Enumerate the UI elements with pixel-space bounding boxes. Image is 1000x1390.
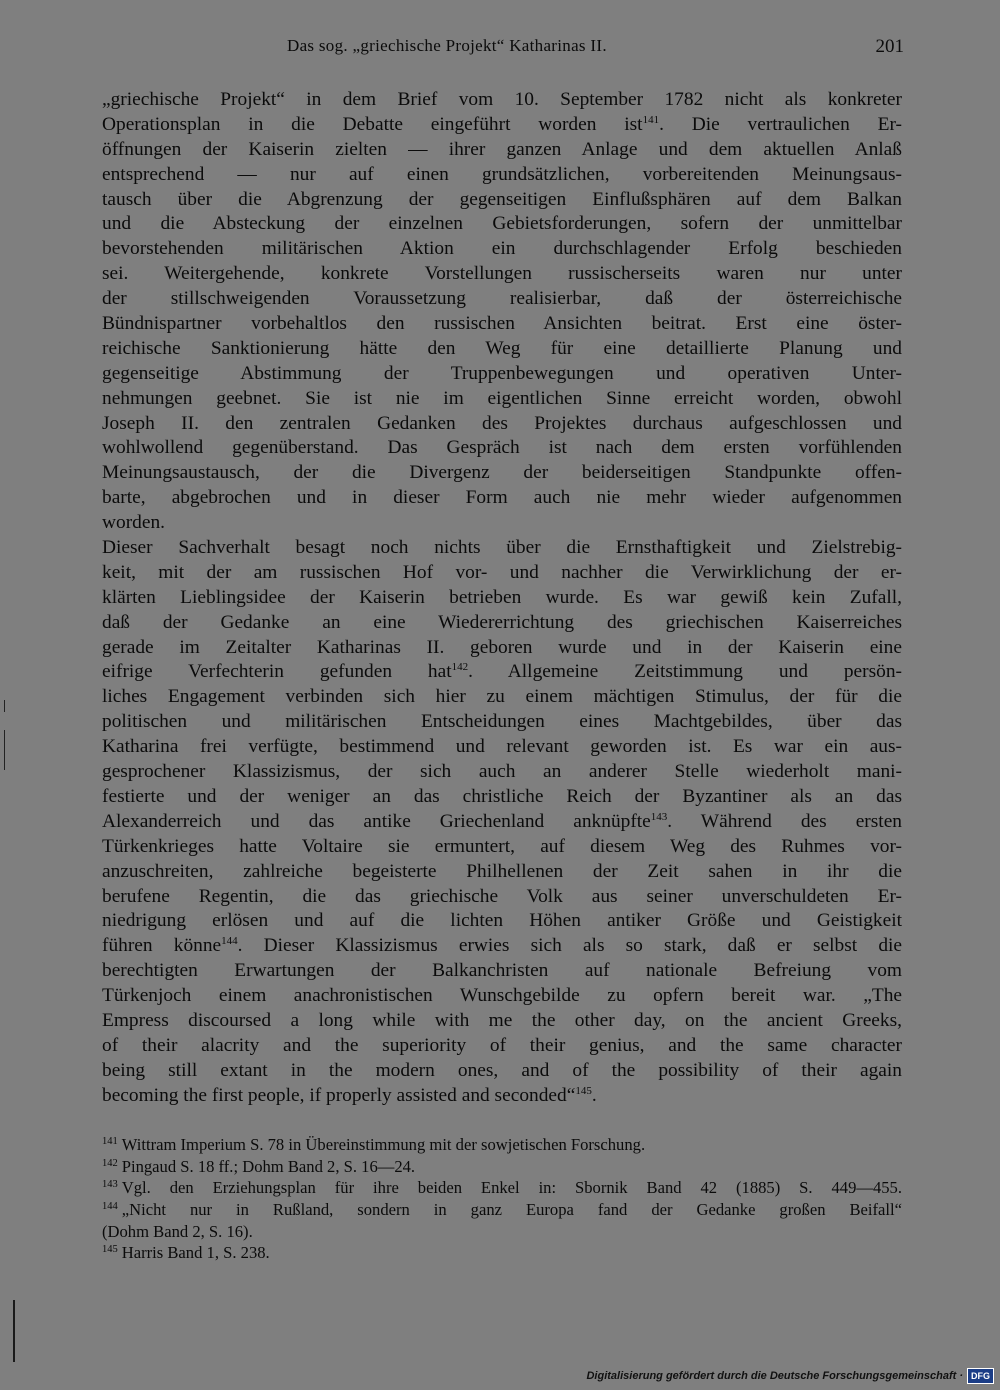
text-line: worden.: [102, 512, 166, 534]
scan-mark: [4, 700, 5, 712]
text-line: Meinungsaustausch, der die Divergenz der beiderseitigen Standpunkte offen-: [102, 462, 902, 484]
footnote-ref: 143: [650, 810, 668, 823]
scan-edge-mark: [13, 1300, 15, 1362]
text-line: „griechische Projekt“ in dem Brief vom 10. September 1782 nicht als konkreter: [102, 89, 902, 110]
text-line: Operationsplan in die Debatte eingeführt worden ist$^{141}$. Die vertraulichen Er-: [102, 113, 902, 135]
text-line: Joseph II. den zentralen Gedanken des Projektes durchaus aufgeschlossen und: [102, 412, 902, 434]
main-text: [102, 88, 902, 1109]
page-number: 201: [875, 36, 904, 57]
text-line: berechtigten Erwartungen der Balkanchristen auf nationale Befreiung vom: [102, 960, 902, 982]
running-header: [102, 36, 902, 62]
text-line: klärten Lieblingsidee der Kaiserin betrieben wurde. Es war gewiß kein Zufall,: [102, 586, 902, 608]
text-line: entsprechend — nur auf einen grundsätzlichen, vorbereitenden Meinungsaus-: [102, 163, 902, 185]
text-line: becoming the first people, if properly assisted and seconded“$^{145}$.: [102, 1084, 597, 1106]
text-line: gesprochener Klassizismus, der sich auch an anderer Stelle wiederholt mani-: [102, 761, 902, 783]
text-line: of their alacrity and the superiority of their genius, and the same character: [102, 1034, 902, 1056]
text-line: barte, abgebrochen und in dieser Form auch nie mehr wieder aufgenommen: [102, 487, 902, 509]
text-line: und die Absteckung der einzelnen Gebietsforderungen, sofern der unmittelbar: [102, 213, 902, 235]
text-line: reichische Sanktionierung hätte den Weg für eine detaillierte Planung und: [102, 337, 902, 359]
scan-mark: [4, 730, 5, 770]
footnote-144: $^{144}$ „Nicht nur in Rußland, sondern in ganz Europa fand der Gedanke großen Beifall“: [102, 1200, 902, 1220]
footnote-142: $^{142}$ Pingaud S. 18 ff.; Dohm Band 2, S. 16—24.: [102, 1156, 416, 1176]
text-line: eifrige Verfechterin gefunden hat$^{142}$. Allgemeine Zeitstimmung und persön-: [102, 661, 902, 683]
text-line: tausch über die Abgrenzung der gegenseitigen Einflußsphären auf dem Balkan: [102, 188, 902, 210]
footnotes: [102, 1134, 902, 1264]
running-title: Das sog. „griechische Projekt“ Katharinas II.: [287, 36, 607, 55]
text-line: Dieser Sachverhalt besagt noch nichts über die Ernsthaftigkeit und Zielstrebig-: [102, 537, 902, 559]
text-line: politischen und militärischen Entscheidungen eines Machtgebildes, über das: [102, 711, 902, 733]
text-line: Katharina frei verfügte, bestimmend und relevant geworden ist. Es war ein aus-: [102, 736, 902, 758]
text-line: keit, mit der am russischen Hof vor- und nachher die Verwirklichung der er-: [102, 561, 902, 583]
text-line: gerade im Zeitalter Katharinas II. geboren wurde und in der Kaiserin eine: [102, 636, 902, 658]
text-line: niedrigung erlösen und auf die lichten Höhen antiker Größe und Geistigkeit: [102, 910, 902, 932]
footnote-144-cont: (Dohm Band 2, S. 16).: [102, 1221, 253, 1241]
footnote-143: $^{143}$ Vgl. den Erziehungsplan für ihre beiden Enkel in: Sbornik Band 42 (1885) S. 449—455.: [102, 1178, 902, 1198]
text-line: berufene Regentin, die das griechische Volk aus seiner unverschuldeten Er-: [102, 885, 902, 907]
text-line: Empress discoursed a long while with me the other day, on the ancient Greeks,: [102, 1009, 902, 1031]
text-line: festierte und der weniger an das christliche Reich der Byzantiner als an das: [102, 785, 902, 807]
footnote-141: $^{141}$ Wittram Imperium S. 78 in Übereinstimmung mit der sowjetischen Forschung.: [102, 1135, 646, 1154]
dfg-logo-icon: DFG: [967, 1368, 994, 1384]
text-line: nehmungen geebnet. Sie ist nie im eigentlichen Sinne erreicht worden, obwohl: [102, 387, 902, 409]
text-line: gegenseitige Abstimmung der Truppenbewegungen und operativen Unter-: [102, 362, 902, 384]
footnote-ref: 145: [575, 1084, 592, 1097]
text-line: Türkenjoch einem anachronistischen Wunschgebilde zu opfern bereit war. „The: [102, 985, 902, 1007]
footnote-ref: 144: [221, 935, 238, 948]
text-line: daß der Gedanke an eine Wiedererrichtung des griechischen Kaiserreiches: [102, 611, 902, 633]
text-line: liches Engagement verbinden sich hier zu einem mächtigen Stimulus, der für die: [102, 686, 902, 708]
text-line: anzuschreiten, zahlreiche begeisterte Philhellenen der Zeit sahen in ihr die: [102, 860, 902, 882]
text-line: der stillschweigenden Voraussetzung realisierbar, daß der österreichische: [102, 288, 902, 310]
text-line: führen könne$^{144}$. Dieser Klassizismus erwies sich als so stark, daß er selbst die: [102, 935, 902, 957]
footnote-ref: 141: [642, 113, 660, 126]
funding-note: Digitalisierung gefördert durch die Deutsche Forschungsgemeinschaft ·: [586, 1370, 963, 1382]
text-line: wohlwollend gegenüberstand. Das Gespräch ist nach dem ersten vorfühlenden: [102, 437, 902, 459]
footnote-ref: 142: [451, 661, 469, 674]
footnote-145: $^{145}$ Harris Band 1, S. 238.: [102, 1243, 270, 1263]
text-line: öffnungen der Kaiserin zielten — ihrer ganzen Anlage und dem aktuellen Anlaß: [102, 138, 902, 160]
text-line: Türkenkrieges hatte Voltaire sie ermuntert, auf diesem Weg des Ruhmes vor-: [102, 835, 902, 857]
text-line: bevorstehenden militärischen Aktion ein durchschlagender Erfolg beschieden: [102, 238, 902, 260]
funding-footer: [586, 1367, 994, 1385]
text-line: being still extant in the modern ones, and of the possibility of their again: [102, 1059, 902, 1081]
text-line: Alexanderreich und das antike Griechenland anknüpfte$^{143}$. Während des ersten: [102, 810, 902, 832]
text-line: sei. Weitergehende, konkrete Vorstellungen russischerseits waren nur unter: [102, 263, 902, 285]
text-line: Bündnispartner vorbehaltlos den russischen Ansichten beitrat. Erst eine öster-: [102, 313, 902, 335]
